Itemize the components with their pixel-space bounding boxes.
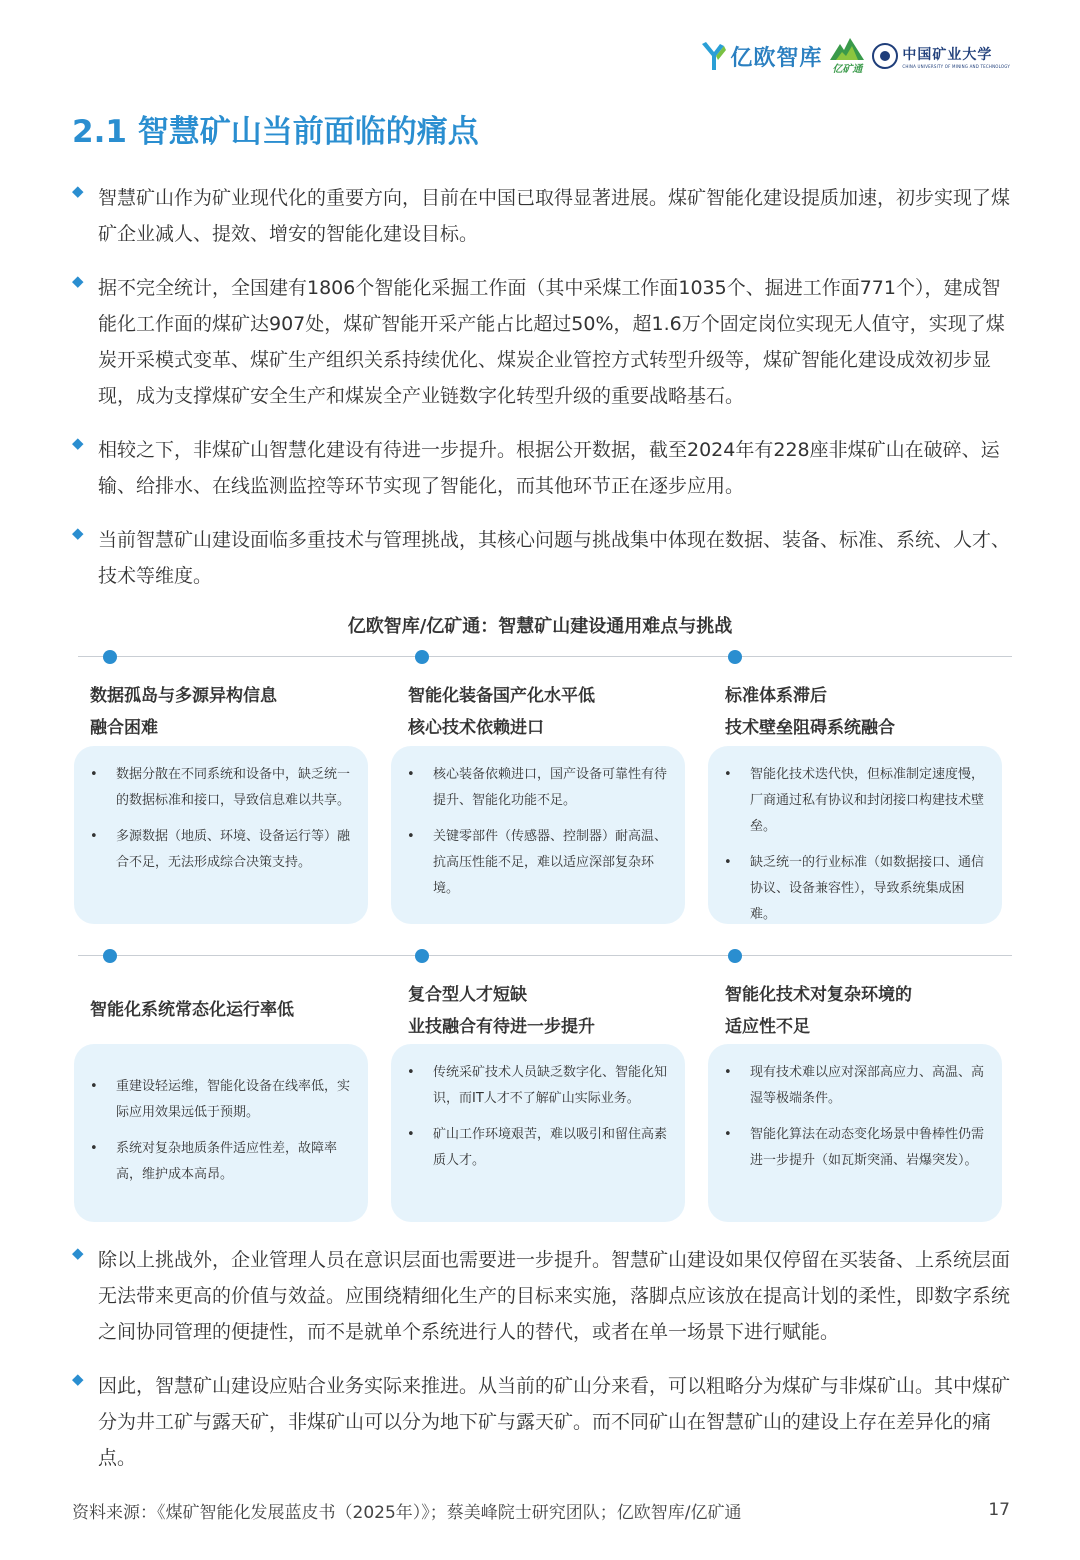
paragraph [72, 522, 1012, 594]
paragraph-text: 据不完全统计，全国建有1806个智能化采掘工作面（其中采煤工作面1035个、掘进工作面771个），建成智能化工作面的煤矿达907处，煤矿智能开采产能占比超过50%，超1.6万个固定岗位实现无人值守，实现了煤炭开采模式变革、煤矿生产组织关系持续优化、煤炭企业管控方式转型升级等，煤矿智能化建设成效初步显现，成为支撑煤矿安全生产和煤炭全产业链数字化转型升级的重要战略基石。 [98, 277, 1005, 407]
challenge-bullet: • 现有技术难以应对深部高应力、高温、高湿等极端条件。 [724, 1060, 984, 1112]
diamond-icon: ◆ [72, 1370, 84, 1388]
paragraph [72, 1242, 1012, 1350]
challenge-card [708, 1044, 1002, 1222]
ykt-logo [830, 38, 864, 75]
challenge-card [391, 1044, 685, 1222]
challenge-title-line: 复合型人才短缺 [408, 985, 527, 1005]
challenge-bullet: • 缺乏统一的行业标准（如数据接口、通信协议、设备兼容性），导致系统集成困难。 [724, 850, 984, 928]
challenge-card [74, 1044, 368, 1222]
paragraph-text: 相较之下，非煤矿山智慧化建设有待进一步提升。根据公开数据，截至2024年有228座非煤矿山在破碎、运输、给排水、在线监测监控等环节实现了智能化，而其他环节正在逐步应用。 [98, 439, 1000, 497]
cumt-logo-en: CHINA UNIVERSITY OF MINING AND TECHNOLOGY [902, 63, 1010, 69]
paragraph-text: 除以上挑战外，企业管理人员在意识层面也需要进一步提升。智慧矿山建设如果仅停留在买装备、上系统层面无法带来更高的价值与效益。应围绕精细化生产的目标来实施，落脚点应该放在提高计划的柔性，即数字系统之间协同管理的便捷性，而不是就单个系统进行人的替代，或者在单一场景下进行赋能。 [98, 1249, 1011, 1343]
challenge-title [90, 680, 277, 744]
challenge-card [708, 746, 1002, 924]
cumt-logo [872, 43, 1010, 69]
timeline-dot [728, 949, 742, 963]
paragraph-text: 因此，智慧矿山建设应贴合业务实际来推进。从当前的矿山分来看，可以粗略分为煤矿与非煤矿山。其中煤矿分为井工矿与露天矿，非煤矿山可以分为地下矿与露天矿。而不同矿山在智慧矿山的建设上存在差异化的痛点。 [98, 1375, 1011, 1469]
challenge-card [391, 746, 685, 924]
timeline-dot [728, 650, 742, 664]
ykt-logo-text: 亿矿通 [832, 63, 863, 75]
timeline-dot [415, 650, 429, 664]
challenge-title [408, 680, 595, 744]
yiou-logo-text: 亿欧智库 [730, 45, 823, 71]
challenge-title-line: 业技融合有待进一步提升 [408, 1017, 595, 1037]
timeline-dot [103, 949, 117, 963]
challenge-title-line: 技术壁垒阻碍系统融合 [725, 718, 895, 738]
cumt-logo-name: 中国矿业大学 [902, 46, 993, 63]
challenge-title-line: 标准体系滞后 [725, 686, 827, 706]
section-title: 2.1 智慧矿山当前面临的痛点 [72, 114, 479, 150]
challenge-bullet: • 系统对复杂地质条件适应性差，故障率高，维护成本高昂。 [90, 1136, 350, 1188]
yiou-mark-icon [700, 40, 726, 72]
header-logos [700, 34, 1010, 78]
challenge-title-line: 融合困难 [90, 718, 158, 738]
challenge-bullet: • 核心装备依赖进口，国产设备可靠性有待提升、智能化功能不足。 [407, 762, 667, 814]
challenge-title-line: 智能化系统常态化运行率低 [90, 1000, 294, 1020]
challenge-bullet: • 智能化算法在动态变化场景中鲁棒性仍需进一步提升（如瓦斯突涌、岩爆突发）。 [724, 1122, 984, 1174]
paragraph [72, 432, 1012, 504]
challenge-title [408, 979, 595, 1043]
yiou-logo [700, 40, 822, 72]
challenge-bullet: • 关键零部件（传感器、控制器）耐高温、抗高压性能不足，难以适应深部复杂环境。 [407, 824, 667, 902]
paragraph-text: 当前智慧矿山建设面临多重技术与管理挑战，其核心问题与挑战集中体现在数据、装备、标准、系统、人才、技术等维度。 [98, 529, 1011, 587]
challenge-bullet: • 多源数据（地质、环境、设备运行等）融合不足，无法形成综合决策支持。 [90, 824, 350, 876]
cumt-seal-icon [872, 43, 898, 69]
source-note: 资料来源：《煤矿智能化发展蓝皮书（2025年）》；蔡美峰院士研究团队；亿欧智库/亿矿通 [72, 1503, 742, 1523]
diamond-icon: ◆ [72, 434, 84, 452]
figure-title: 亿欧智库/亿矿通：智慧矿山建设通用难点与挑战 [347, 616, 733, 637]
challenge-bullet: • 传统采矿技术人员缺乏数字化、智能化知识，而IT人才不了解矿山实际业务。 [407, 1060, 667, 1112]
challenge-bullet: • 重建设轻运维，智能化设备在线率低，实际应用效果远低于预期。 [90, 1074, 350, 1126]
challenge-title-line: 数据孤岛与多源异构信息 [90, 686, 277, 706]
challenge-bullet: • 矿山工作环境艰苦，难以吸引和留住高素质人才。 [407, 1122, 667, 1174]
challenge-title-line: 智能化装备国产化水平低 [408, 686, 595, 706]
diamond-icon: ◆ [72, 1244, 84, 1262]
paragraph [72, 180, 1012, 252]
challenge-title [725, 979, 912, 1043]
challenge-bullet: • 智能化技术迭代快，但标准制定速度慢，厂商通过私有协议和封闭接口构建技术壁垒。 [724, 762, 984, 840]
paragraph [72, 1368, 1012, 1476]
timeline-dot [103, 650, 117, 664]
divider-line [78, 955, 1012, 956]
challenge-title-line: 适应性不足 [725, 1017, 810, 1037]
challenge-title-line: 智能化技术对复杂环境的 [725, 985, 912, 1005]
page-number: 17 [988, 1500, 1010, 1520]
challenge-title [725, 680, 895, 744]
mountain-icon [830, 38, 864, 60]
diamond-icon: ◆ [72, 182, 84, 200]
divider-line [78, 656, 1012, 657]
diamond-icon: ◆ [72, 272, 84, 290]
timeline-dot [415, 949, 429, 963]
challenge-title-line: 核心技术依赖进口 [408, 718, 544, 738]
paragraph-text: 智慧矿山作为矿业现代化的重要方向，目前在中国已取得显著进展。煤矿智能化建设提质加速，初步实现了煤矿企业减人、提效、增安的智能化建设目标。 [98, 187, 1011, 245]
diamond-icon: ◆ [72, 524, 84, 542]
challenge-title [90, 994, 294, 1026]
challenge-bullet: • 数据分散在不同系统和设备中，缺乏统一的数据标准和接口，导致信息难以共享。 [90, 762, 350, 814]
paragraph [72, 270, 1012, 414]
challenge-card [74, 746, 368, 924]
